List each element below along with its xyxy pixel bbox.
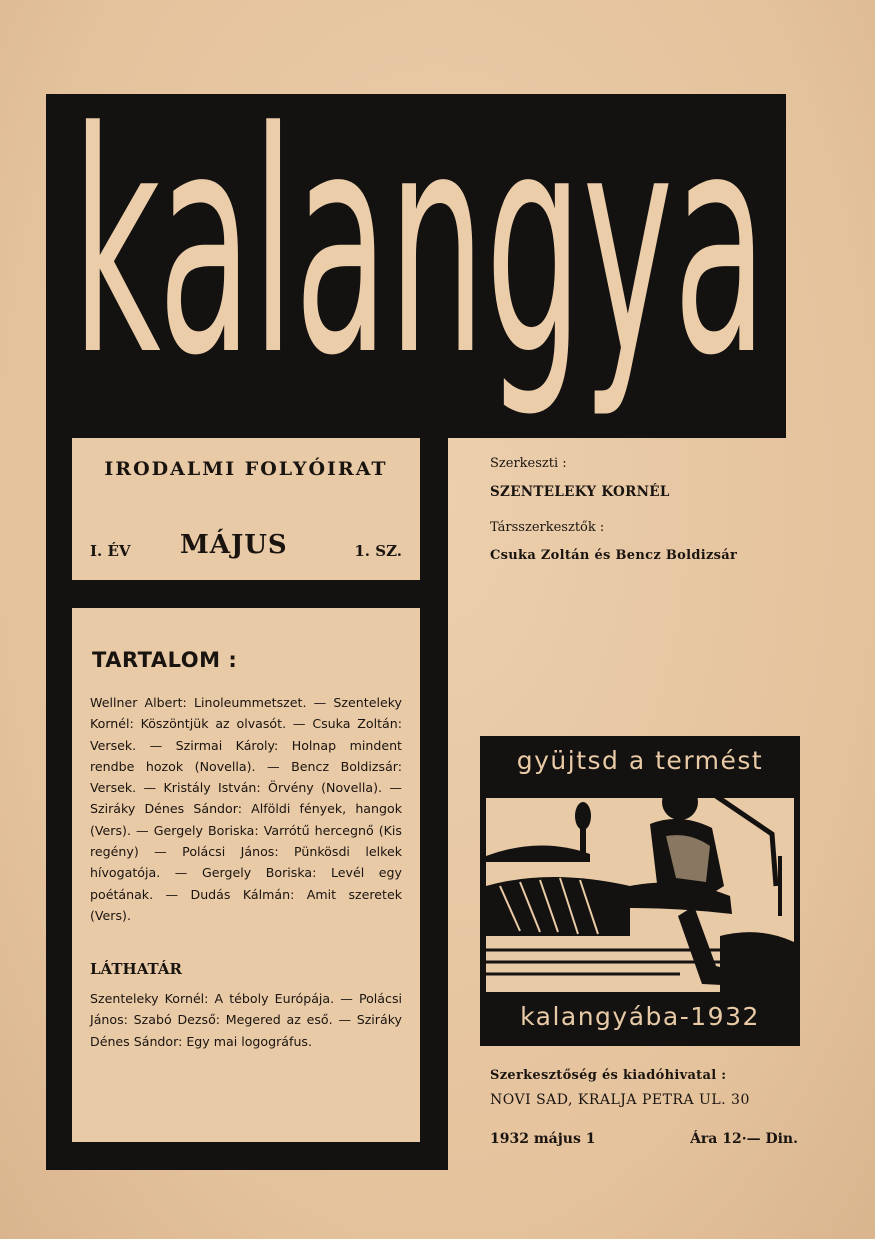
issue-number: 1. SZ. [354, 542, 402, 560]
contents-text: Wellner Albert: Linoleummetszet. — Szenteleky Kornél: Köszöntjük az olvasót. — Csuka Zoltán: Versek. — Szirmai Károly: Holnap mindent rendbe hozok (Novella). — Bencz Boldizsár: Versek. — Kristály István: Örvény (Novella). — Sziráky Dénes Sándor: Alföldi fények, hangok (Vers). — Gergely Boriska: Varrótű hercegnő (Kis regény) — Polácsi János: Pünkösdi lelkek hívogatója. — Gergely Boriska: Levél egy poétának. — Dudás Kálmán: Amit szeretek (Vers). [90, 695, 402, 923]
contents-heading: TARTALOM : [92, 648, 238, 672]
linocut-caption-bottom: kalangyába-1932 [520, 1002, 760, 1031]
masthead-title [72, 92, 772, 422]
editor-label: Szerkeszti : [490, 456, 567, 471]
publisher-label: Szerkesztőség és kiadóhivatal : [490, 1068, 727, 1083]
issue-panel [72, 438, 420, 580]
issue-year: I. ÉV [90, 542, 131, 560]
price: Ára 12·— Din. [690, 1131, 798, 1147]
lathatar-heading: LÁTHATÁR [90, 960, 182, 978]
linocut-caption-top: gyüjtsd a termést [516, 746, 764, 775]
contents-panel [72, 608, 420, 1142]
masthead-title-text: kalangya [72, 92, 767, 422]
linocut-illustration [480, 736, 800, 1046]
coeditors-label: Társszerkesztők : [490, 520, 605, 535]
lathatar-text: Szenteleky Kornél: A téboly Európája. — Polácsi János: Szabó Dezső: Megered az eső. — Sziráky Dénes Sándor: Egy mai logográfus. [90, 991, 402, 1049]
publisher-address: NOVI SAD, KRALJA PETRA UL. 30 [490, 1092, 750, 1108]
coeditors-names: Csuka Zoltán és Bencz Boldizsár [490, 548, 738, 563]
publication-date: 1932 május 1 [490, 1131, 596, 1147]
editor-name: SZENTELEKY KORNÉL [490, 484, 670, 500]
issue-month: MÁJUS [180, 530, 288, 560]
journal-subtitle: IRODALMI FOLYÓIRAT [104, 458, 388, 480]
linocut-image [480, 736, 800, 1046]
